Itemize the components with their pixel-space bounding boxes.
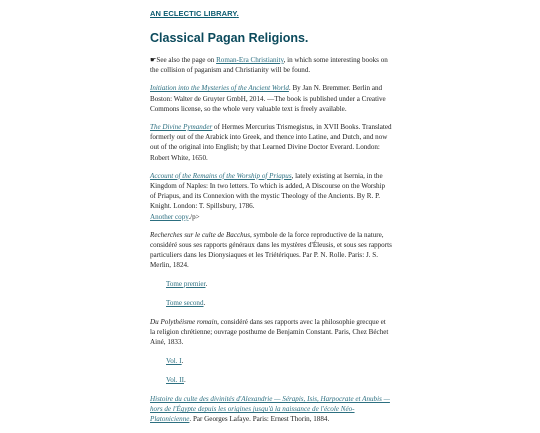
book-title-link[interactable]: Histoire du culte des divinités d'Alexandrie — Sérapis, Isis, Harpocrate et Anubis — hors de l'Égypte depuis les origines jusqu'à la naissance de l'école Néo-Platonicienne [150,395,390,424]
volume-item: Vol. II. [166,375,186,384]
volume-link[interactable]: Vol. I [166,356,182,365]
volume-item: Tome premier. [166,279,208,288]
book-entry: Recherches sur le culte de Bacchus, symbole de la force reproductive de la nature, considéré sous ses rapports généraux dans les mystères d'Éleusis, et sous ses rapports particuliers dans les Dionysiaques et les Triétériques. Par P. N. Rolle. Paris: J. S. Merlin, 1824. [150,230,392,270]
book-title-link[interactable]: Account of the Remains of the Worship of Priapus [150,171,292,180]
book-title: Recherches sur le culte de Bacchus [150,230,250,239]
site-home-link[interactable] [150,9,392,18]
book-entry: Histoire du culte des divinités d'Alexandrie — Sérapis, Isis, Harpocrate et Anubis — hors de l'Égypte depuis les origines jusqu'à la naissance de l'école Néo-Platonicienne. Par Georges Lafaye. Paris: Ernest Thorin, 1884. [150,395,390,424]
book-title: Du Polythéisme romain [150,318,218,327]
book-entry: Account of the Remains of the Worship of Priapus, lately existing at Isernia, in the Kingdom of Naples: In two letters. To which is added, A Discourse on the Worship of Priapus, and its Connexion with the mystic Theology of the Ancients. By R. P. Knight. London: T. Spillsbury, 1786. Another copy./p> [150,171,386,221]
page-title: Classical Pagan Religions. [150,31,309,45]
site-name-period: . [236,9,239,18]
book-title-link[interactable]: The Divine Pymander [150,123,213,132]
site-name[interactable]: AN ECLECTIC LIBRARY [150,9,237,18]
see-also-note: ☛See also the page on Roman-Era Christianity, in which some interesting books on the collision of paganism and Christianity will be found. [150,56,388,75]
roman-era-christianity-link[interactable]: Roman-Era Christianity [216,56,284,64]
volume-link[interactable]: Tome second [166,298,204,307]
pointing-hand-icon: ☛ [150,56,157,64]
book-entry: The Divine Pymander of Hermes Mercurius Trismegistus, in XVII Books. Translated formerly out of the Arabick into Greek, and thence into Latine, and Dutch, and now out of the original into English; by that Learned Divine Doctor Everard. London: Robert White, 1650. [150,123,392,162]
book-entry: Du Polythéisme romain, considéré dans ses rapports avec la philosophie grecque et la religion chrétienne; ouvrage posthume de Benjamin Constant. Paris, Chez Béchet Ainé, 1833. [150,318,389,347]
content-column [150,0,392,433]
book-entry: Initiation into the Mysteries of the Ancient World. By Jan N. Bremmer. Berlin and Boston: Walter de Gruyter GmbH, 2014. —The book is published under a Creative Commons license, so the whole very valuable text is freely available. [150,84,386,113]
book-title-link[interactable]: Initiation into the Mysteries of the Ancient World [150,84,289,93]
volume-item: Tome second. [166,298,206,307]
volume-item: Vol. I. [166,356,184,365]
volume-link[interactable]: Tome premier [166,279,206,288]
another-copy-link[interactable]: Another copy [150,212,189,221]
volume-link[interactable]: Vol. II [166,375,184,384]
